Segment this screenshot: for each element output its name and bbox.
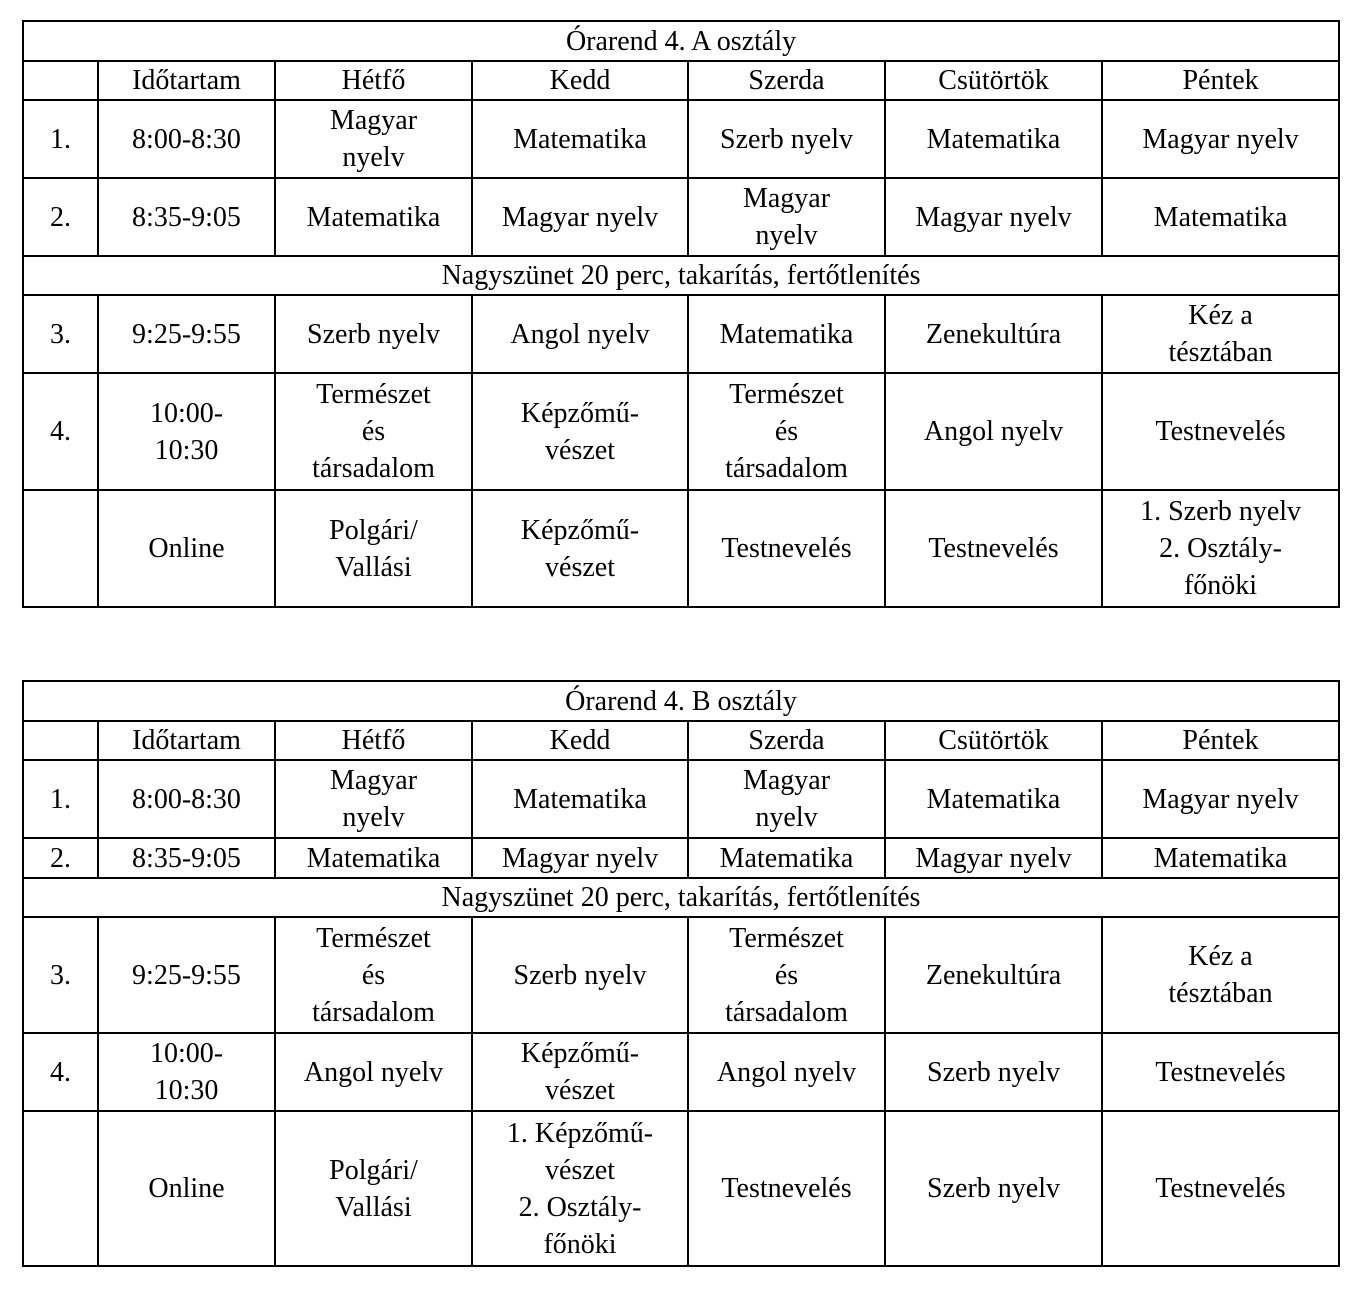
period-time: 8:35-9:05 <box>98 838 275 878</box>
cell-thursday: Zenekultúra <box>885 917 1102 1033</box>
cell-monday: Szerb nyelv <box>275 295 472 373</box>
period-time: Online <box>98 1111 275 1266</box>
cell-thursday: Szerb nyelv <box>885 1033 1102 1111</box>
cell-tuesday: Angol nyelv <box>472 295 688 373</box>
cell-wednesday: Matematika <box>688 295 885 373</box>
cell-tuesday: Képzőmű- vészet <box>472 373 688 490</box>
cell-tuesday: Magyar nyelv <box>472 838 688 878</box>
cell-tuesday: Képzőmű- vészet <box>472 490 688 607</box>
cell-thursday: Angol nyelv <box>885 373 1102 490</box>
period-time: 9:25-9:55 <box>98 917 275 1033</box>
period-time: 8:00-8:30 <box>98 760 275 838</box>
cell-tuesday: Matematika <box>472 100 688 178</box>
header-row <box>23 721 1339 760</box>
cell-friday: Magyar nyelv <box>1102 760 1339 838</box>
header-cell-thursday: Csütörtök <box>885 721 1102 760</box>
cell-thursday: Szerb nyelv <box>885 1111 1102 1266</box>
cell-monday: Angol nyelv <box>275 1033 472 1111</box>
header-cell-monday: Hétfő <box>275 61 472 100</box>
cell-wednesday: Testnevelés <box>688 1111 885 1266</box>
cell-friday: Testnevelés <box>1102 1033 1339 1111</box>
period-time: Online <box>98 490 275 607</box>
cell-thursday: Testnevelés <box>885 490 1102 607</box>
cell-thursday: Matematika <box>885 100 1102 178</box>
cell-wednesday: Matematika <box>688 838 885 878</box>
period-number: 4. <box>23 373 98 490</box>
break-label: Nagyszünet 20 perc, takarítás, fertőtlenítés <box>23 256 1339 295</box>
header-cell-duration: Időtartam <box>98 721 275 760</box>
period-time: 10:00- 10:30 <box>98 1033 275 1111</box>
break-row <box>23 256 1339 295</box>
timetable-4a <box>22 20 1340 608</box>
table-row <box>23 1033 1339 1111</box>
period-time: 10:00- 10:30 <box>98 373 275 490</box>
table-row <box>23 760 1339 838</box>
period-number: 2. <box>23 178 98 256</box>
cell-monday: Természet és társadalom <box>275 373 472 490</box>
period-number: 1. <box>23 100 98 178</box>
table-row <box>23 373 1339 490</box>
cell-wednesday: Természet és társadalom <box>688 373 885 490</box>
period-number: 1. <box>23 760 98 838</box>
period-time: 8:00-8:30 <box>98 100 275 178</box>
cell-tuesday: Magyar nyelv <box>472 178 688 256</box>
cell-thursday: Zenekultúra <box>885 295 1102 373</box>
cell-monday: Magyar nyelv <box>275 760 472 838</box>
cell-wednesday: Magyar nyelv <box>688 178 885 256</box>
header-cell-num <box>23 61 98 100</box>
header-cell-friday: Péntek <box>1102 721 1339 760</box>
table-row <box>23 178 1339 256</box>
table-row <box>23 838 1339 878</box>
table-row <box>23 295 1339 373</box>
cell-monday: Természet és társadalom <box>275 917 472 1033</box>
period-time: 9:25-9:55 <box>98 295 275 373</box>
period-number: 3. <box>23 917 98 1033</box>
header-cell-friday: Péntek <box>1102 61 1339 100</box>
cell-thursday: Magyar nyelv <box>885 838 1102 878</box>
period-number: 3. <box>23 295 98 373</box>
header-cell-wednesday: Szerda <box>688 721 885 760</box>
cell-friday: Matematika <box>1102 178 1339 256</box>
period-time: 8:35-9:05 <box>98 178 275 256</box>
cell-wednesday: Szerb nyelv <box>688 100 885 178</box>
period-number: 2. <box>23 838 98 878</box>
cell-monday: Matematika <box>275 838 472 878</box>
table-row <box>23 917 1339 1033</box>
cell-tuesday: Matematika <box>472 760 688 838</box>
cell-thursday: Magyar nyelv <box>885 178 1102 256</box>
table-title: Órarend 4. B osztály <box>23 681 1339 721</box>
header-cell-tuesday: Kedd <box>472 721 688 760</box>
cell-friday: Testnevelés <box>1102 1111 1339 1266</box>
cell-friday: Testnevelés <box>1102 373 1339 490</box>
cell-monday: Matematika <box>275 178 472 256</box>
cell-tuesday: Képzőmű- vészet <box>472 1033 688 1111</box>
period-number: 4. <box>23 1033 98 1111</box>
cell-monday: Polgári/ Vallási <box>275 490 472 607</box>
title-row <box>23 681 1339 721</box>
break-row <box>23 878 1339 917</box>
cell-tuesday: Szerb nyelv <box>472 917 688 1033</box>
cell-friday: Kéz a tésztában <box>1102 295 1339 373</box>
table-row <box>23 100 1339 178</box>
cell-wednesday: Természet és társadalom <box>688 917 885 1033</box>
table-row <box>23 490 1339 607</box>
header-cell-duration: Időtartam <box>98 61 275 100</box>
period-number <box>23 490 98 607</box>
cell-wednesday: Angol nyelv <box>688 1033 885 1111</box>
cell-monday: Polgári/ Vallási <box>275 1111 472 1266</box>
header-row <box>23 61 1339 100</box>
header-cell-num <box>23 721 98 760</box>
period-number <box>23 1111 98 1266</box>
title-row <box>23 21 1339 61</box>
table-row <box>23 1111 1339 1266</box>
cell-tuesday: 1. Képzőmű- vészet 2. Osztály- főnöki <box>472 1111 688 1266</box>
break-label: Nagyszünet 20 perc, takarítás, fertőtlenítés <box>23 878 1339 917</box>
cell-thursday: Matematika <box>885 760 1102 838</box>
header-cell-tuesday: Kedd <box>472 61 688 100</box>
cell-monday: Magyar nyelv <box>275 100 472 178</box>
cell-wednesday: Magyar nyelv <box>688 760 885 838</box>
cell-friday: Matematika <box>1102 838 1339 878</box>
cell-friday: Magyar nyelv <box>1102 100 1339 178</box>
table-title: Órarend 4. A osztály <box>23 21 1339 61</box>
header-cell-thursday: Csütörtök <box>885 61 1102 100</box>
header-cell-wednesday: Szerda <box>688 61 885 100</box>
header-cell-monday: Hétfő <box>275 721 472 760</box>
cell-wednesday: Testnevelés <box>688 490 885 607</box>
timetable-4b <box>22 680 1340 1267</box>
cell-friday: 1. Szerb nyelv 2. Osztály- főnöki <box>1102 490 1339 607</box>
cell-friday: Kéz a tésztában <box>1102 917 1339 1033</box>
